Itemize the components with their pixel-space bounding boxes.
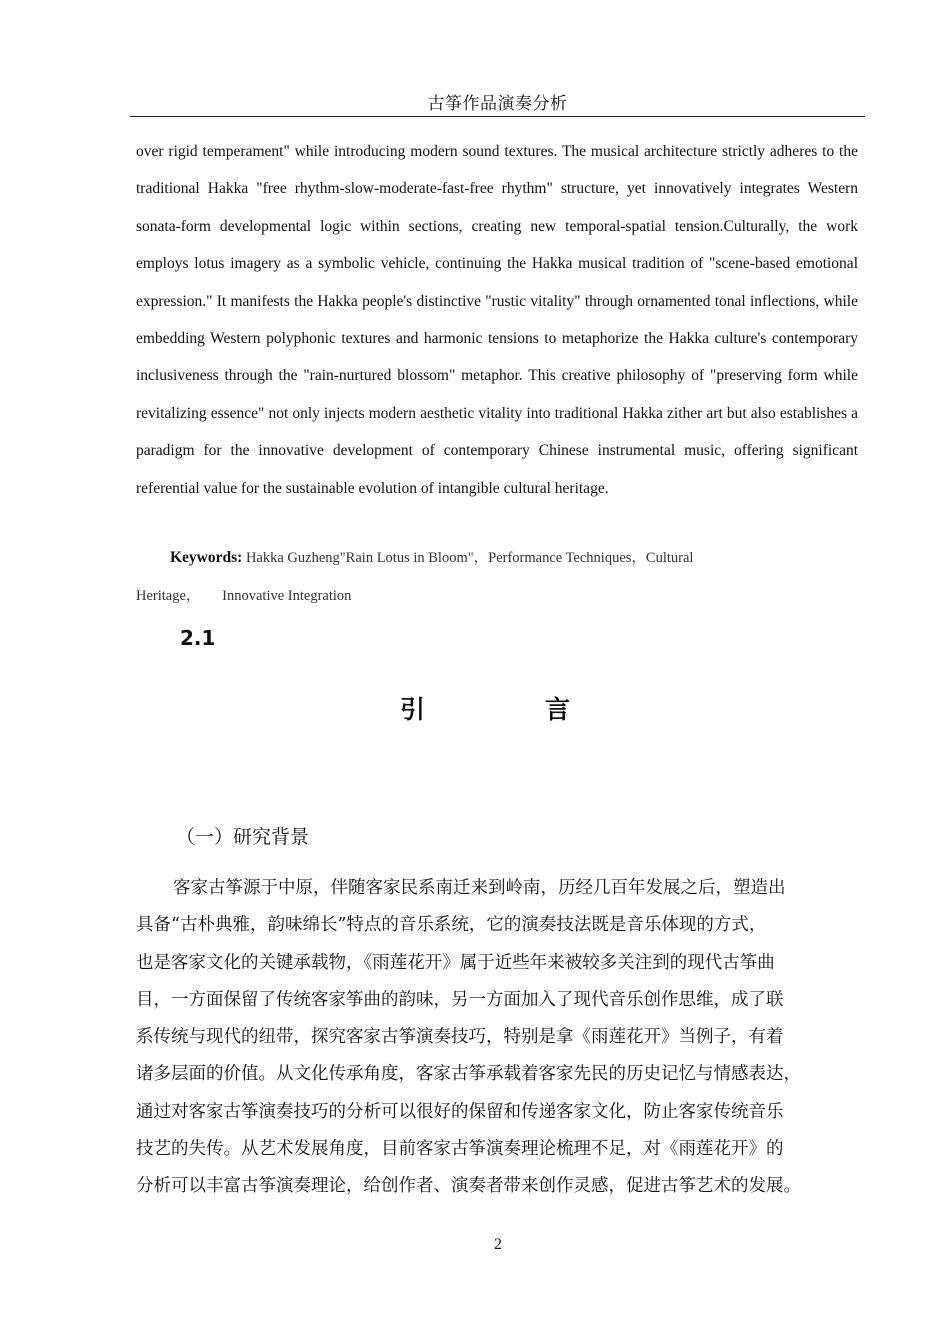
body-line: 也是客家文化的关键承载物，《雨莲花开》属于近些年来被较多关注到的现代古筝曲 <box>136 952 775 973</box>
body-line: 系传统与现代的纽带，探究客家古筝演奏技巧，特别是拿《雨莲花开》当例子，有着 <box>136 1027 784 1048</box>
keywords-text-1: Hakka Guzheng"Rain Lotus in Bloom"，Performance Techniques，Cultural <box>245 550 694 566</box>
body-line: 诸多层面的价值。从文化传承角度，客家古筝承载着客家先民的历史记忆与情感表达， <box>136 1064 801 1085</box>
body-line: 分析可以丰富古筝演奏理论，给创作者、演奏者带来创作灵感，促进古筝艺术的发展。 <box>136 1176 801 1197</box>
keywords-line-1 <box>170 546 693 567</box>
body-line: 具备“古朴典雅，韵味绵长”特点的音乐系统，它的演奏技法既是音乐体现的方式， <box>136 915 767 936</box>
keywords-line-2: Heritage， Innovative Integration <box>136 588 352 604</box>
running-header: 古筝作品演奏分析 <box>130 92 865 117</box>
page-number: 2 <box>494 1236 502 1253</box>
keywords-label: Keywords: <box>170 549 243 566</box>
section-number: 2.1 <box>180 626 216 650</box>
section-subheading: （一）研究背景 <box>176 826 310 848</box>
chinese-body-paragraph <box>136 870 876 1206</box>
body-line: 技艺的失传。从艺术发展角度，目前客家古筝演奏理论梳理不足，对《雨莲花开》的 <box>136 1139 784 1160</box>
chapter-title-char-1: 引 <box>400 695 426 724</box>
english-abstract-text: over rigid temperament" while introducing modern sound textures. The musical architecture strictly adheres to the traditional Hakka "free rhythm-slow-moderate-fast-free rhythm" structure, yet innovatively integrates Western sonata-form developmental logic within sections, creating new temporal-spatial tension.Culturally, the work employs lotus imagery as a symbolic vehicle, continuing the Hakka musical tradition of "scene-based emotional expression." It manifests the Hakka people's distinctive "rustic vitality" through ornamented tonal inflections, while embedding Western polyphonic textures and harmonic tensions to metaphorize the Hakka culture's contemporary inclusiveness through the "rain-nurtured blossom" metaphor. This creative philosophy of "preserving form while revitalizing essence" not only injects modern aesthetic vitality into traditional Hakka zither art but also establishes a paradigm for the innovative development of contemporary Chinese instrumental music, offering significant referential value for the sustainable evolution of intangible cultural heritage. <box>136 143 858 497</box>
body-line: 通过对客家古筝演奏技巧的分析可以很好的保留和传递客家文化，防止客家传统音乐 <box>136 1101 784 1122</box>
body-line: 客家古筝源于中原，伴随客家民系南迁来到岭南，历经几百年发展之后，塑造出 <box>173 878 786 898</box>
chapter-title-char-2: 言 <box>544 695 570 724</box>
body-line: 目，一方面保留了传统客家筝曲的韵味，另一方面加入了现代音乐创作思维，成了联 <box>136 989 784 1010</box>
chapter-title <box>400 690 570 726</box>
